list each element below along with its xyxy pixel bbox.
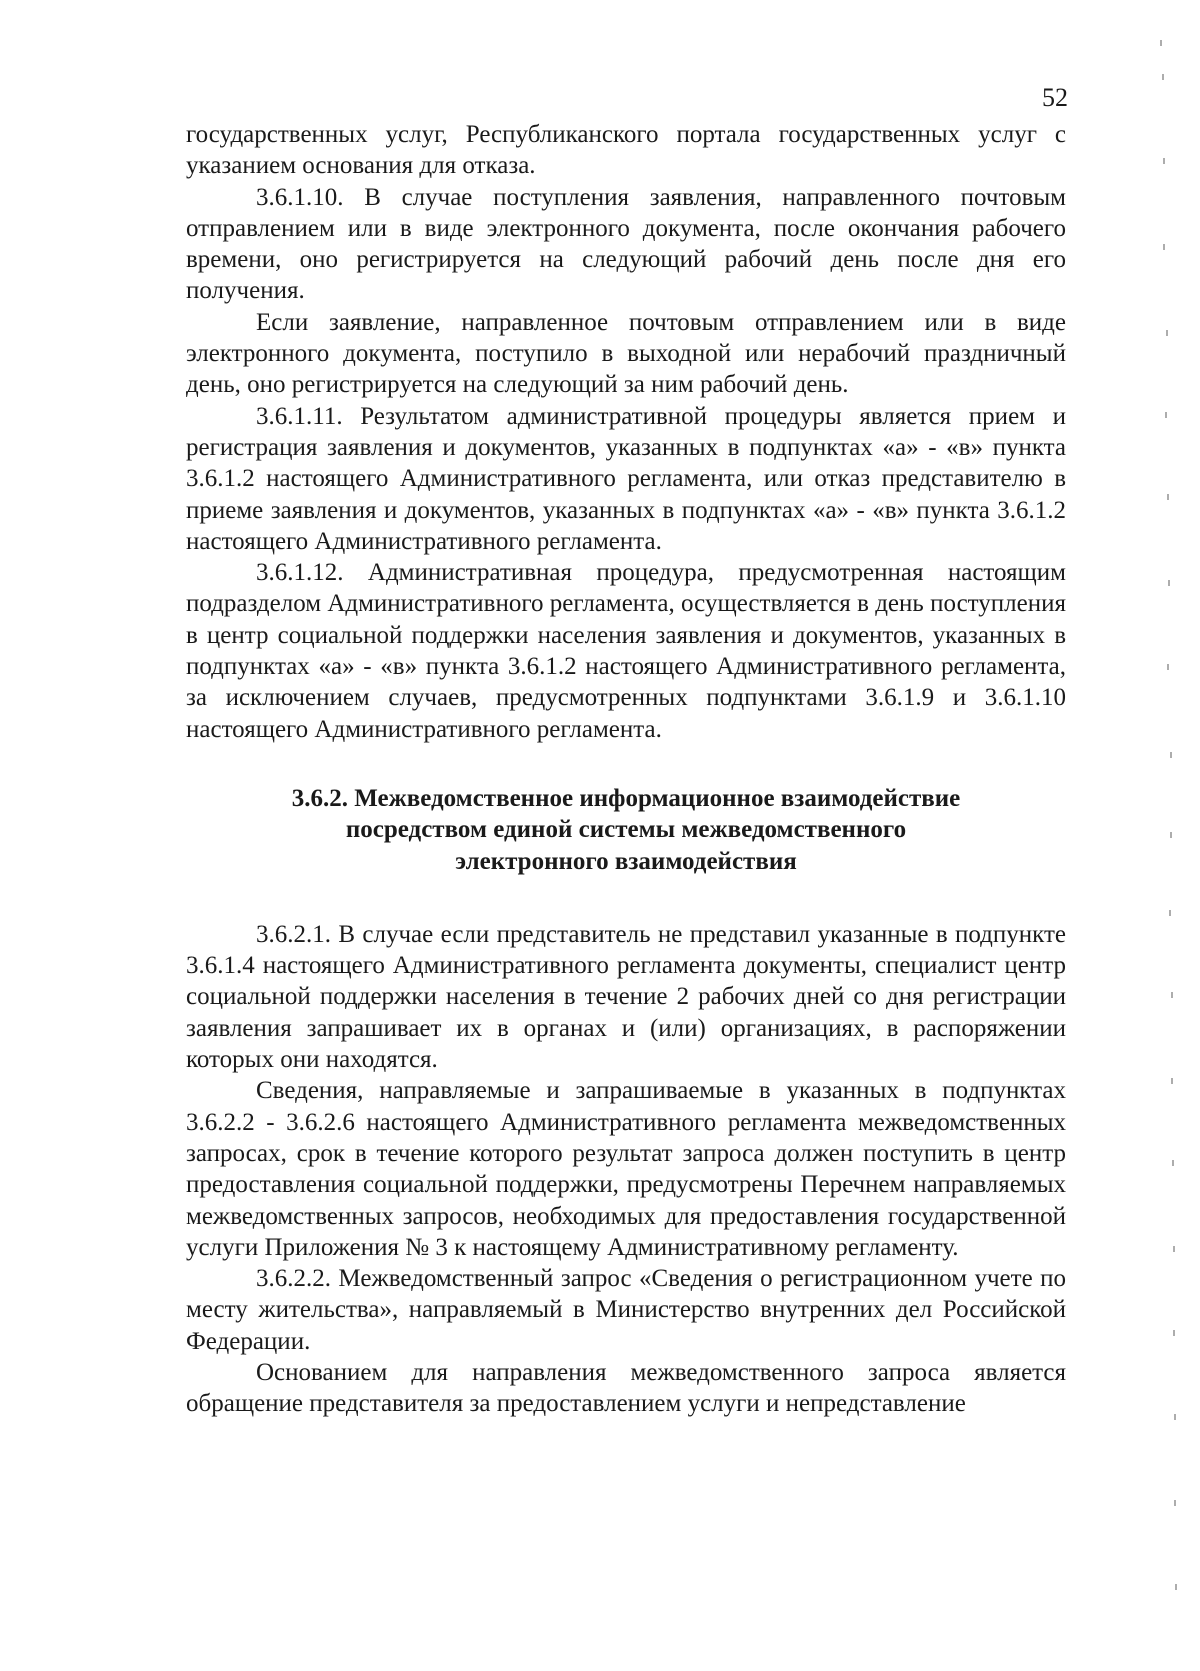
- scan-mark: [1163, 244, 1165, 250]
- scan-mark: [1168, 580, 1170, 586]
- scan-mark: [1170, 832, 1172, 838]
- scan-mark: [1167, 664, 1169, 670]
- scan-mark: [1174, 1414, 1176, 1420]
- scan-mark: [1172, 1160, 1174, 1166]
- scan-mark: [1162, 74, 1164, 80]
- scan-mark: [1171, 992, 1173, 998]
- paragraph-3-6-1-11: 3.6.1.11. Результатом административной процедуры является прием и регистрация заявления и документов, указанных в подпунктах «а» - «в» пункта 3.6.1.2 настоящего Административного регламента, или отказ представителю в приеме заявления и документов, указанных в подпунктах «а» - «в» пункта 3.6.1.2 настоящего Административного регламента.: [186, 402, 1066, 555]
- section-heading-line: электронного взаимодействия: [455, 847, 797, 875]
- scan-mark: [1173, 1246, 1175, 1252]
- paragraph-3-6-1-12: 3.6.1.12. Административная процедура, предусмотренная настоящим подразделом Административного регламента, осуществляется в день поступления в центр социальной поддержки населения заявления и документов, указанных в подпунктах «а» - «в» пункта 3.6.1.2 настоящего Административного регламента, за исключением случаев, предусмотренных подпунктами 3.6.1.9 и 3.6.1.10 настоящего Административного регламента.: [186, 559, 1066, 743]
- section-heading-line: посредством единой системы межведомственного: [345, 816, 907, 844]
- paragraph-3-6-2-1: 3.6.2.1. В случае если представитель не представил указанные в подпункте 3.6.1.4 настоящего Административного регламента документы, специалист центр социальной поддержки населения в течение 2 рабочих дней со дня регистрации заявления запрашивает их в органах и (или) организациях, в распоряжении которых они находятся.: [186, 920, 1066, 1074]
- paragraph-if-statement: Если заявление, направленное почтовым отправлением или в виде электронного документа, поступило в выходной или нерабочий праздничный день, оно регистрируется на следующий за ним рабочий день.: [186, 308, 1066, 399]
- scan-mark: [1175, 1584, 1177, 1590]
- scan-mark: [1173, 1330, 1175, 1336]
- paragraph-continuation: государственных услуг, Республиканского портала государственных услуг с указанием основания для отказа.: [186, 121, 1066, 180]
- scan-mark: [1160, 40, 1162, 46]
- page-number: 52: [1042, 83, 1068, 112]
- paragraph-3-6-1-10: 3.6.1.10. В случае поступления заявления, направленного почтовым отправлением или в виде электронного документа, после окончания рабочего времени, оно регистрируется на следующий рабочий день после дня его получения.: [186, 183, 1066, 305]
- scan-mark: [1167, 494, 1169, 500]
- scan-mark: [1171, 1078, 1173, 1084]
- scan-mark: [1165, 412, 1167, 418]
- paragraph-svedeniya: Сведения, направляемые и запрашиваемые в указанных в подпунктах 3.6.2.2 - 3.6.2.6 настоящего Административного регламента межведомственных запросах, срок в течение которого результат запроса должен поступить в центр предоставления социальной поддержки, предусмотрены Перечнем направляемых межведомственных запросов, необходимых для предоставления государственной услуги Приложения № 3 к настоящему Административному регламенту.: [186, 1077, 1066, 1261]
- scan-mark: [1163, 158, 1165, 164]
- scan-mark: [1169, 910, 1171, 916]
- section-heading-3-6-2: [186, 783, 1066, 877]
- document-body: [186, 119, 1066, 1420]
- paragraph-3-6-2-2: 3.6.2.2. Межведомственный запрос «Сведения о регистрационном учете по месту жительства», направляемый в Министерство внутренних дел Российской Федерации.: [186, 1265, 1066, 1355]
- paragraph-osnovaniem: Основанием для направления межведомственного запроса является обращение представителя за предоставлением услуги и непредставление: [186, 1358, 1066, 1418]
- scan-mark: [1170, 752, 1172, 758]
- scan-mark: [1174, 1500, 1176, 1506]
- section-heading-line: 3.6.2. Межведомственное информационное взаимодействие: [291, 784, 961, 812]
- scan-mark: [1166, 330, 1168, 336]
